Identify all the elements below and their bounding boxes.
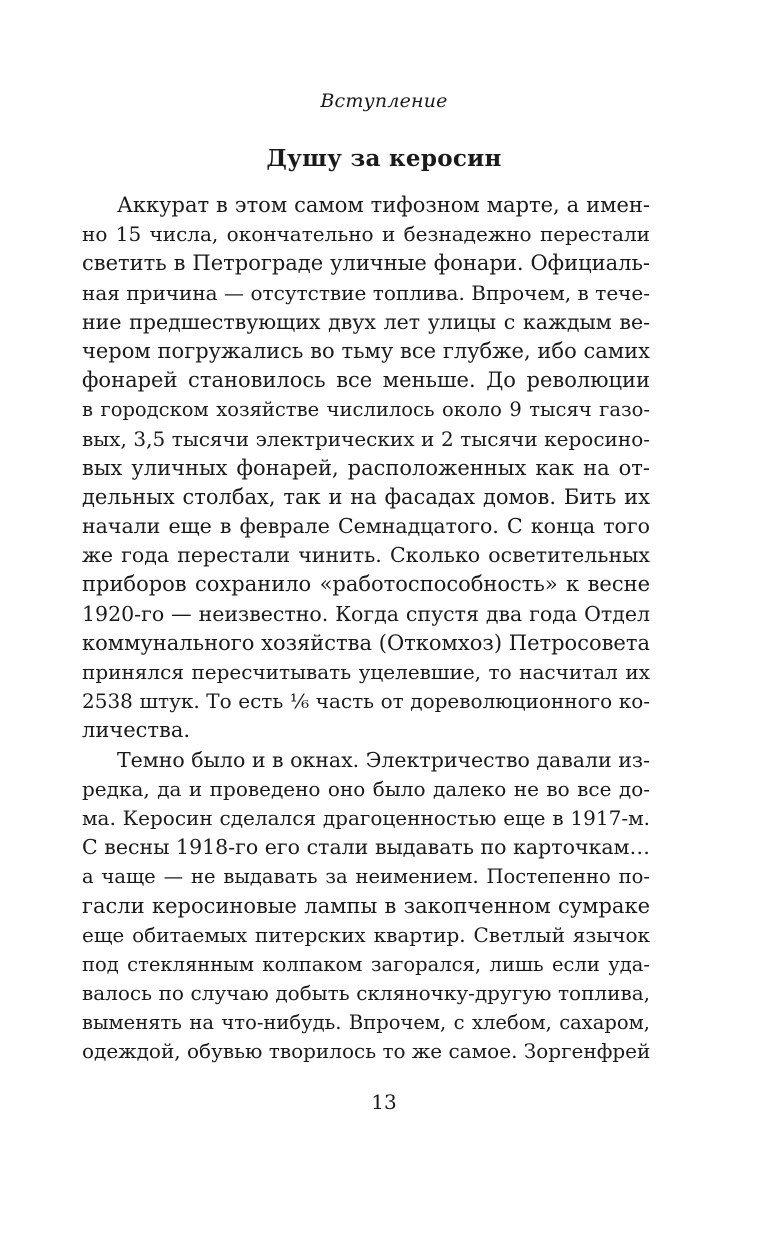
text-line: светить в Петрограде уличные фонари. Официаль- <box>82 251 650 276</box>
text-line: ние предшествующих двух лет улицы с каждым ве- <box>82 309 650 334</box>
text-line: Аккурат в этом самом тифозном марте, а имен- <box>117 193 650 217</box>
text-line: фонарей становилось все меньше. До революции <box>82 368 650 393</box>
text-line: личества. <box>82 718 191 743</box>
text-line: вых, 3,5 тысячи электрических и 2 тысячи керосино- <box>82 426 650 451</box>
text-line: ная причина — отсутствие топлива. Впрочем, в тече- <box>82 280 650 305</box>
body-text <box>82 191 650 1067</box>
text-line: Темно было и в окнах. Электричество давали из- <box>117 747 650 772</box>
text-line: же года перестали чинить. Сколько осветительных <box>82 543 650 568</box>
text-line: вых уличных фонарей, расположенных как на от- <box>82 455 650 480</box>
text-line: дельных столбах, так и на фасадах домов. Бить их <box>82 484 650 509</box>
text-line: чером погружались во тьму все глубже, ибо самих <box>82 338 650 363</box>
text-line: принялся пересчитывать уцелевшие, то насчитал их <box>82 660 650 684</box>
text-line: редка, да и проведено оно было далеко не во все до- <box>82 776 650 801</box>
text-line: гасли керосиновые лампы в закопченном сумраке <box>82 893 650 918</box>
text-line: С весны 1918-го его стали выдавать по карточкам… <box>82 835 650 860</box>
text-line: под стеклянным колпаком загорался, лишь если уда- <box>82 952 650 976</box>
text-line: еще обитаемых питерских квартир. Светлый язычок <box>82 922 650 947</box>
text-line: но 15 числа, окончательно и безнадежно перестали <box>82 222 650 247</box>
text-line: коммунального хозяйства (Откомхоз) Петросовета <box>82 630 650 655</box>
text-line: приборов сохранило «работоспособность» к весне <box>82 572 650 597</box>
page-number: 13 <box>371 1090 397 1114</box>
text-line: 1920-го — неизвестно. Когда спустя два года Отдел <box>82 601 650 626</box>
chapter-title: Душу за керосин <box>266 145 502 172</box>
text-line: одеждой, обувью творилось то же самое. Зоргенфрей <box>82 1039 650 1064</box>
running-head: Вступление <box>320 90 448 112</box>
text-line: валось по случаю добыть скляночку-другую топлива, <box>82 981 650 1006</box>
text-line: ма. Керосин сделался драгоценностью еще в 1917-м. <box>82 805 650 830</box>
text-line: выменять на что-нибудь. Впрочем, с хлебом, сахаром, <box>82 1011 650 1035</box>
text-line: начали еще в феврале Семнадцатого. С конца того <box>82 514 650 539</box>
text-line: в городском хозяйстве числилось около 9 тысяч газо- <box>82 398 650 422</box>
text-line: а чаще — не выдавать за неимением. Постепенно по- <box>82 865 650 889</box>
text-line: 2538 штук. То есть ¹⁄₆ часть от дореволюционного ко- <box>82 689 650 714</box>
